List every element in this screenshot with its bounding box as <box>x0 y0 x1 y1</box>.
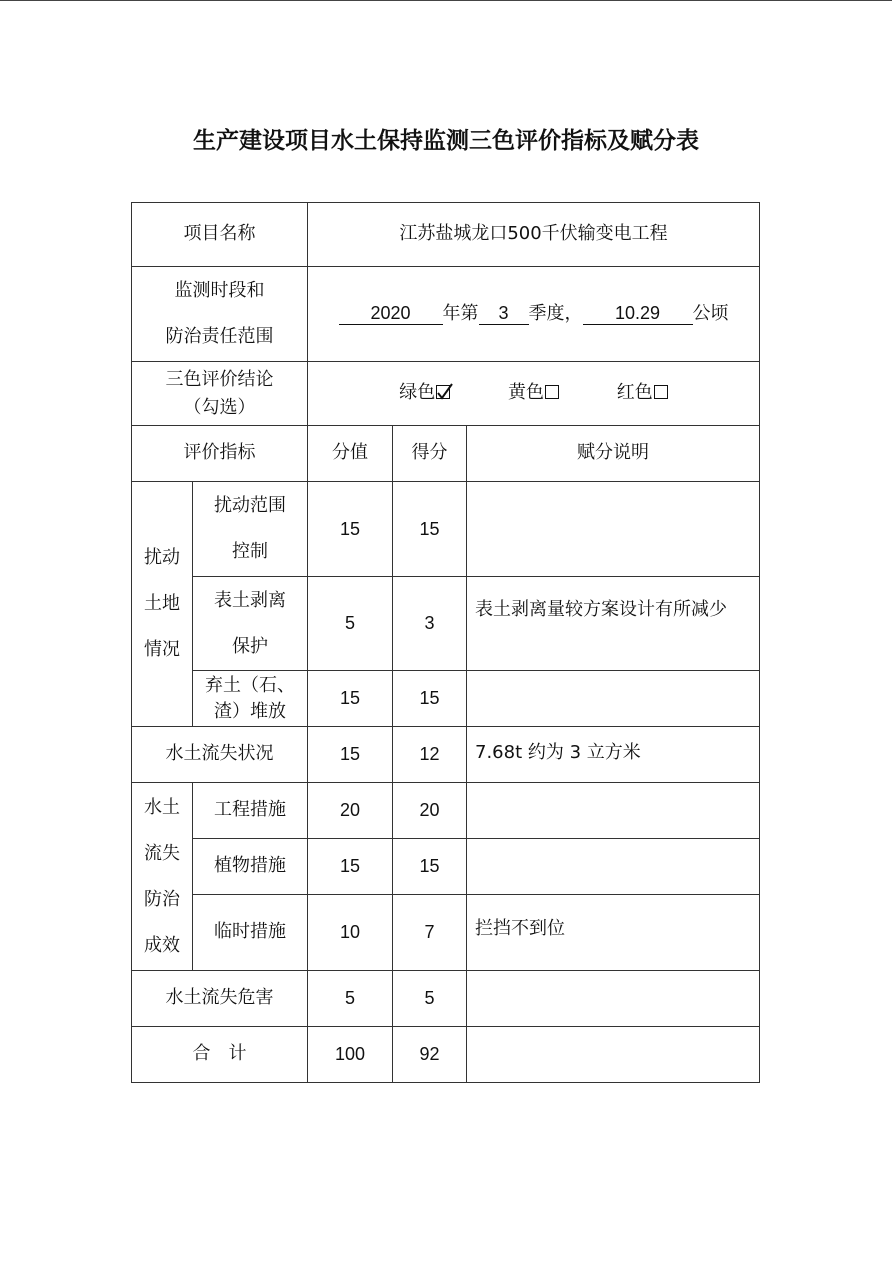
table-row <box>132 895 760 971</box>
row-topsoil-note: 表土剥离量较方案设计有所减少 <box>467 577 760 671</box>
period-label-stack <box>166 268 274 360</box>
row-vegetation-name: 植物措施 <box>193 839 308 895</box>
row-scope-name: 扰动范围 控制 <box>193 482 308 577</box>
table-row <box>132 971 760 1027</box>
row-engineering-value: 20 <box>308 783 393 839</box>
period-label <box>132 267 308 362</box>
period-year-suffix: 年第 <box>442 302 479 324</box>
period-year: 2020 <box>339 302 443 325</box>
row-spoil-note <box>467 671 760 727</box>
document-title: 生产建设项目水土保持监测三色评价指标及赋分表 <box>193 128 699 154</box>
group-disturbance-stack: 扰动 土地 情况 <box>144 547 180 660</box>
page-top-border <box>0 0 892 1</box>
period-quarter: 3 <box>479 302 529 325</box>
empty-box-icon[interactable] <box>654 385 668 399</box>
option-red-label: 红色 <box>616 382 653 404</box>
row-vegetation-score: 15 <box>393 839 467 895</box>
row-total-score: 92 <box>393 1027 467 1083</box>
total-row <box>132 1027 760 1083</box>
row-spoil-name: 弃土（石、 渣）堆放 <box>193 671 308 727</box>
period-area-unit: 公顷 <box>692 302 729 324</box>
table-row <box>132 783 760 839</box>
row-topsoil-score: 3 <box>393 577 467 671</box>
period-value-line <box>339 303 729 324</box>
row-hazard-value: 5 <box>308 971 393 1027</box>
conclusion-label <box>132 362 308 426</box>
row-loss-status-name: 水土流失状况 <box>132 727 308 783</box>
group-prevention-label <box>132 783 193 971</box>
row-hazard-score: 5 <box>393 971 467 1027</box>
period-row <box>132 267 760 362</box>
row-temporary-note: 拦挡不到位 <box>467 895 760 971</box>
row-temporary-value: 10 <box>308 895 393 971</box>
project-name-value: 江苏盐城龙口500千伏输变电工程 <box>308 203 760 267</box>
group-prevention-stack: 水土 流失 防治 成效 <box>144 796 180 956</box>
project-name-label: 项目名称 <box>132 203 308 267</box>
row-total-note <box>467 1027 760 1083</box>
row-total-name: 合 计 <box>132 1027 308 1083</box>
project-name-row <box>132 203 760 267</box>
option-red[interactable] <box>617 381 668 405</box>
row-topsoil-name: 表土剥离 保护 <box>193 577 308 671</box>
option-yellow[interactable] <box>508 381 559 405</box>
row-hazard-note <box>467 971 760 1027</box>
header-row <box>132 426 760 482</box>
evaluation-score-table <box>131 202 760 1083</box>
option-yellow-label: 黄色 <box>508 382 544 404</box>
row-topsoil-value: 5 <box>308 577 393 671</box>
period-quarter-suffix: 季度， <box>528 302 583 324</box>
period-label-line2: 防治责任范围 <box>165 326 274 347</box>
checked-box-icon[interactable] <box>436 385 450 399</box>
conclusion-row <box>132 362 760 426</box>
conclusion-label-line2: （勾选） <box>183 396 256 418</box>
row-loss-status-value: 15 <box>308 727 393 783</box>
empty-box-icon[interactable] <box>545 385 559 399</box>
table-row <box>132 839 760 895</box>
header-indicator: 评价指标 <box>132 426 308 482</box>
period-label-line1: 监测时段和 <box>174 280 265 301</box>
row-hazard-name: 水土流失危害 <box>132 971 308 1027</box>
period-area: 10.29 <box>583 302 693 325</box>
header-score-got: 得分 <box>393 426 467 482</box>
option-green[interactable] <box>399 381 450 405</box>
row-vegetation-note <box>467 839 760 895</box>
option-green-label: 绿色 <box>399 382 436 404</box>
period-value <box>308 267 760 362</box>
table-row <box>132 577 760 671</box>
table-row <box>132 482 760 577</box>
header-explanation: 赋分说明 <box>467 426 760 482</box>
row-spoil-value: 15 <box>308 671 393 727</box>
row-temporary-name: 临时措施 <box>193 895 308 971</box>
row-vegetation-value: 15 <box>308 839 393 895</box>
row-engineering-name: 工程措施 <box>193 783 308 839</box>
conclusion-options <box>308 362 760 426</box>
row-scope-score: 15 <box>393 482 467 577</box>
row-temporary-score: 7 <box>393 895 467 971</box>
group-disturbance-label <box>132 482 193 727</box>
row-loss-status-note: 7.68t 约为 3 立方米 <box>467 727 760 783</box>
row-engineering-score: 20 <box>393 783 467 839</box>
table-row <box>132 671 760 727</box>
row-total-value: 100 <box>308 1027 393 1083</box>
row-scope-value: 15 <box>308 482 393 577</box>
conclusion-label-line1: 三色评价结论 <box>165 368 274 390</box>
row-scope-note <box>467 482 760 577</box>
header-score-value: 分值 <box>308 426 393 482</box>
row-spoil-score: 15 <box>393 671 467 727</box>
row-engineering-note <box>467 783 760 839</box>
table-row <box>132 727 760 783</box>
row-loss-status-score: 12 <box>393 727 467 783</box>
